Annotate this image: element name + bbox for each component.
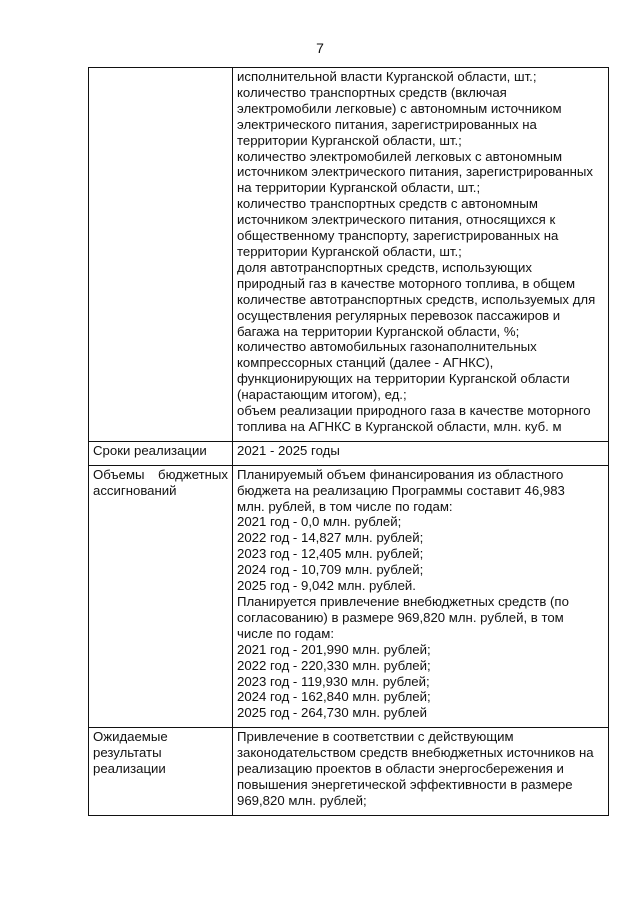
- content-line: 2024 год - 162,840 млн. рублей;: [237, 689, 431, 705]
- row-label-cell: [89, 68, 233, 442]
- row-content-cell: [233, 465, 609, 728]
- table-row: [89, 465, 609, 728]
- content-line: объем реализации природного газа в качестве моторного: [237, 403, 591, 419]
- row-label: Ожидаемые результаты реализации: [93, 729, 168, 777]
- content-line: природный газ в качестве моторного топлива, в общем: [237, 275, 576, 291]
- content-line: реализацию проектов в области энергосбережения и: [237, 761, 564, 777]
- row-content-cell: [233, 441, 609, 465]
- content-line: количество транспортных средств с автономным: [237, 196, 538, 212]
- content-line: количество транспортных средств (включая: [237, 84, 507, 100]
- content-line: количество электромобилей легковых с автономным: [237, 148, 563, 164]
- row-label: Объемы бюджетных ассигнований: [93, 466, 228, 498]
- content-line: числе по годам:: [237, 625, 334, 641]
- content-line: 2021 год - 201,990 млн. рублей;: [237, 641, 431, 657]
- content-line: 2023 год - 119,930 млн. рублей;: [237, 673, 430, 689]
- content-line: территории Курганской области, шт.;: [237, 132, 462, 148]
- content-line: источником электрического питания, зарегистрированных: [237, 164, 594, 180]
- table-row: [89, 68, 609, 442]
- content-line: осуществления регулярных перевозок пассажиров и: [237, 307, 561, 323]
- content-line: Планируемый объем финансирования из областного: [237, 466, 564, 482]
- row-content-cell: [233, 68, 609, 442]
- content-line: количество автомобильных газонаполнительных: [237, 339, 537, 355]
- content-line: топлива на АГНКС в Курганской области, млн. куб. м: [237, 418, 562, 434]
- content-line: на территории Курганской области, шт.;: [237, 180, 481, 196]
- content-line: багажа на территории Курганской области, %;: [237, 323, 520, 339]
- content-line: Привлечение в соответствии с действующим: [237, 729, 514, 745]
- content-line: источником электрического питания, относящихся к: [237, 212, 556, 228]
- content-line: согласованию) в размере 969,820 млн. рублей, в том: [237, 609, 564, 625]
- table-row: [89, 728, 609, 816]
- program-passport-table: [88, 67, 609, 816]
- content-line: (нарастающим итогом), ед.;: [237, 387, 407, 403]
- row-label: Сроки реализации: [93, 442, 207, 458]
- row-label-cell: [89, 728, 233, 816]
- content-line: повышения энергетической эффективности в размере: [237, 776, 573, 792]
- content-line: 2021 - 2025 годы: [237, 442, 340, 458]
- content-line: исполнительной власти Курганской области, шт.;: [237, 69, 537, 84]
- table-row: [89, 441, 609, 465]
- content-line: 2022 год - 220,330 млн. рублей;: [237, 657, 431, 673]
- content-line: общественному транспорту, зарегистрированных на: [237, 228, 559, 244]
- content-line: 2025 год - 9,042 млн. рублей.: [237, 578, 416, 594]
- content-line: 2023 год - 12,405 млн. рублей;: [237, 546, 424, 562]
- content-line: электрического питания, зарегистрированных на: [237, 116, 537, 132]
- content-line: 2025 год - 264,730 млн. рублей: [237, 705, 427, 721]
- content-line: Планируется привлечение внебюджетных средств (по: [237, 594, 569, 609]
- content-line: 969,820 млн. рублей;: [237, 792, 367, 808]
- content-line: 2024 год - 10,709 млн. рублей;: [237, 562, 424, 578]
- content-line: количестве автотранспортных средств, используемых для: [237, 291, 596, 307]
- content-line: бюджета на реализацию Программы составит 46,983: [237, 482, 565, 498]
- page-number: 7: [316, 40, 324, 56]
- content-line: законодательством средств внебюджетных источников на: [237, 745, 594, 761]
- row-label-cell: [89, 441, 233, 465]
- table-body: [89, 68, 609, 816]
- content-line: 2022 год - 14,827 млн. рублей;: [237, 530, 424, 546]
- content-line: доля автотранспортных средств, использующих: [237, 259, 532, 275]
- content-line: 2021 год - 0,0 млн. рублей;: [237, 514, 402, 530]
- content-line: компрессорных станций (далее - АГНКС),: [237, 355, 494, 371]
- content-line: электромобили легковые) с автономным источником: [237, 100, 562, 116]
- content-line: функционирующих на территории Курганской области: [237, 371, 570, 387]
- content-line: территории Курганской области, шт.;: [237, 243, 462, 259]
- row-content-cell: [233, 728, 609, 816]
- row-label-cell: [89, 465, 233, 728]
- content-line: млн. рублей, в том числе по годам:: [237, 498, 453, 514]
